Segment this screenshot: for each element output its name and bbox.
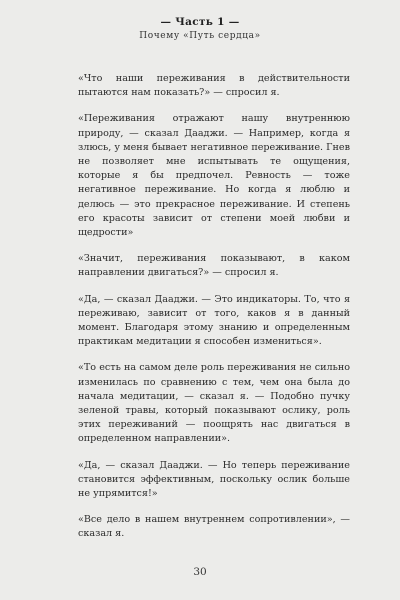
paragraph-4: «Да, — сказал Дааджи. — Это индикаторы. То, что я переживаю, зависит от того, каков я в данный момент. Благодаря этому знанию и определенным практикам медитации я способен измениться». [78,293,350,348]
page-number: 30 [193,566,207,578]
paragraph-3: «Значит, переживания показывают, в каком направлении двигаться?» — спросил я. [78,253,350,279]
part-title: — Часть 1 — [160,16,240,28]
running-header [0,16,400,42]
page-body [78,72,350,554]
paragraph-6: «Да, — сказал Дааджи. — Но теперь переживание становится эффективным, поскольку ослик больше не упрямится!» [78,459,350,500]
paragraph-1: «Что наши переживания в действительности пытаются нам показать?» — спросил я. [78,73,350,99]
chapter-subtitle: Почему «Путь сердца» [139,31,261,41]
paragraph-7: «Все дело в нашем внутреннем сопротивлении», — сказал я. [78,514,350,540]
paragraph-5: «То есть на самом деле роль переживания не сильно изменилась по сравнению с тем, чем она была до начала медитации, — сказал я. — Подобно пучку зеленой травы, который показывают ослику, роль этих переживаний — поощрять нас двигаться в определенном направлении». [78,362,350,445]
paragraph-2: «Переживания отражают нашу внутреннюю природу, — сказал Дааджи. — Например, когда я злюсь, у меня бывает негативное переживание. Гнев не позволяет мне испытывать те ощущения, которые я бы предпочел. Ревность — тоже негативное переживание. Но когда я люблю и делюсь — это прекрасное переживание. И степень его красоты зависит от степени моей любви и щедрости» [78,113,350,239]
